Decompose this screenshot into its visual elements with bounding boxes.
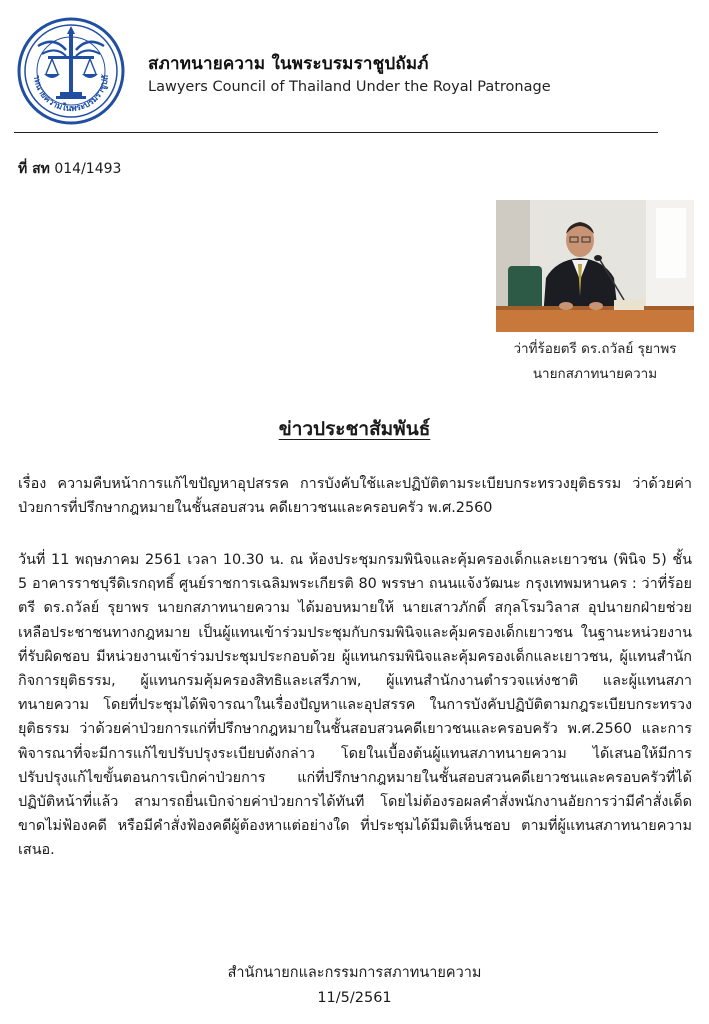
council-seal-logo <box>16 16 126 126</box>
footer-office: สำนักนายกและกรรมการสภาทนายความ <box>227 965 482 981</box>
document-number-value: 014/1493 <box>54 161 122 177</box>
photo-caption-title: นายกสภาทนายความ <box>532 366 658 382</box>
president-photo <box>496 200 694 332</box>
press-release-title: ข่าวประชาสัมพันธ์ <box>278 418 431 440</box>
footer-date: 11/5/2561 <box>317 990 392 1006</box>
document-number <box>18 158 121 180</box>
header-divider <box>14 132 658 133</box>
press-release-heading <box>0 414 709 444</box>
document-number-label: ที่ สท <box>18 161 50 177</box>
org-name-thai: สภาทนายความ ในพระบรมราชูปถัมภ์ <box>148 54 429 74</box>
subject-paragraph: เรื่อง ความคืบหน้าการแก้ไขปัญหาอุปสรรค การบังคับใช้และปฏิบัติตามระเบียบกระทรวงยุติธรรม ว่าด้วยค่าป่วยการที่ปรึกษากฎหมายในชั้นสอบสวน คดีเยาวชนและครอบครัว พ.ศ.2560 <box>18 476 692 517</box>
photo-caption-name: ว่าที่ร้อยตรี ดร.ถวัลย์ รุยาพร <box>513 341 677 357</box>
body-paragraph: วันที่ 11 พฤษภาคม 2561 เวลา 10.30 น. ณ ห้องประชุมกรมพินิจและคุ้มครองเด็กและเยาวชน (พินิจ 5) ชั้น 5 อาคารราชบุรีดิเรกฤทธิ์ ศูนย์ราชการเฉลิมพระเกียรติ 80 พรรษา ถนนแจ้งวัฒนะ กรุงเทพมหานคร : ว่าที่ร้อยตรี ดร.ถวัลย์ รุยาพร นายกสภาทนายความ ได้มอบหมายให้ นายเสาวภักดิ์ สกุลโรมวิลาส อุปนายกฝ่ายช่วยเหลือประชาชนทางกฎหมาย เป็นผู้แทนเข้าร่วมประชุมกับกรมพินิจและคุ้มครองเด็กเยาวชน ในฐานะหน่วยงานที่รับผิดชอบ มีหน่วยงานเข้าร่วมประชุมประกอบด้วย ผู้แทนกรมพินิจและคุ้มครองเด็กและเยาวชน, ผู้แทนสำนักกิจการยุติธรรม, ผู้แทนกรมคุ้มครองสิทธิและเสรีภาพ, ผู้แทนสำนักงานตำรวจแห่งชาติ และผู้แทนสภาทนายความ โดยที่ประชุมได้พิจารณาในเรื่องปัญหาและอุปสรรค ในการบังคับปฏิบัติตามกฎระเบียบกระทรวงยุติธรรม ว่าด้วยค่าป่วยการแก่ที่ปรึกษากฎหมายในชั้นสอบสวนคดีเยาวชนและครอบครัว พ.ศ.2560 และการพิจารณาที่จะมีการแก้ไขปรับปรุงระเบียบดังกล่าว โดยในเบื้องต้นผู้แทนสภาทนายความ ได้เสนอให้มีการปรับปรุงแก้ไขขั้นตอนการเบิกค่าป่วยการ แก่ที่ปรึกษากฎหมายในชั้นสอบสวนคดีเยาวชนและครอบครัวที่ได้ปฏิบัติหน้าที่แล้ว สามารถยื่นเบิกจ่ายค่าป่วยการได้ทันที โดยไม่ต้องรอผลคำสั่งพนักงานอัยการว่ามีคำสั่งเด็ดขาดไม่ฟ้องคดี หรือมีคำสั่งฟ้องคดีผู้ต้องหาแต่อย่างใด ที่ประชุมได้มีมติเห็นชอบ ตามที่ผู้แทนสภาทนายความเสนอ. <box>18 552 692 859</box>
org-name-english: Lawyers Council of Thailand Under the Royal Patronage <box>148 79 551 95</box>
svg-text:สภาทนายความในพระบรมราชูปถัมภ์: าทนายความในพระบรมราชูปถั <box>30 74 112 115</box>
